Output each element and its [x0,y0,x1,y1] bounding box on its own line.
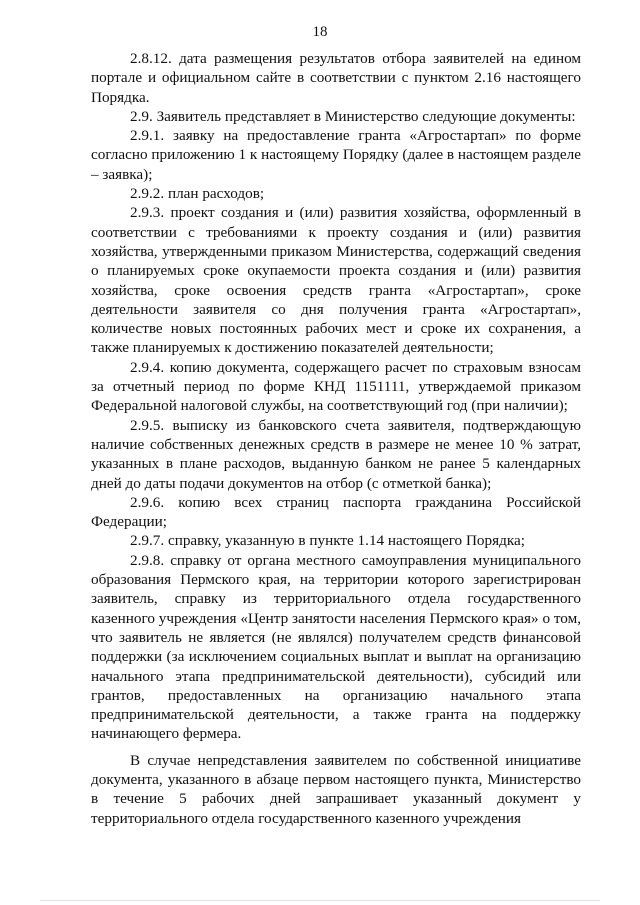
paragraph-2-9-8: 2.9.8. справку от органа местного самоуправления муниципального образования Пермского края, на территории которого зарегистрирован заявитель, справку из территориального отдела государственного казенного учреждения «Центр занятости населения Пермского края» о том, что заявитель не является (не являлся) получателем средств финансовой поддержки (за исключением социальных выплат и выплат на организацию начального этапа предпринимательской деятельности), субсидий или грантов, предоставленных на организацию начального этапа предпринимательской деятельности, а также гранта на поддержку начинающего фермера. [91,551,581,743]
page-number: 18 [312,24,328,40]
paragraph-2-9-4: 2.9.4. копию документа, содержащего расчет по страховым взносам за отчетный период по форме КНД 1151111, утверждаемой приказом Федеральной налоговой службы, на соответствующий год (при наличии); [91,358,581,415]
paragraph-2-9-7: 2.9.7. справку, указанную в пункте 1.14 настоящего Порядка; [130,532,525,550]
paragraph-2-9-6: 2.9.6. копию всех страниц паспорта гражданина Российской Федерации; [91,493,581,531]
paragraph-2-9: 2.9. Заявитель представляет в Министерство следующие документы: [130,107,576,125]
paragraph-2-9-3: 2.9.3. проект создания и (или) развития хозяйства, оформленный в соответствии с требованиями к проекту создания и (или) развития хозяйства, утвержденными приказом Министерства, содержащий сведения о планируемых сроке окупаемости проекта создания и (или) развития хозяйства, сроке освоения средств гранта «Агростартап», сроке деятельности заявителя со дня получения гранта «Агростартап», количестве новых постоянных рабочих мест и сроке их сохранения, а также планируемых к достижению показателей деятельности; [91,204,581,357]
paragraph-2-8-12: 2.8.12. дата размещения результатов отбора заявителей на едином портале и официальном сайте в соответствии с пунктом 2.16 настоящего Порядка. [91,50,581,106]
document-body [91,49,581,828]
paragraph-2-9-1: 2.9.1. заявку на предоставление гранта «Агростартап» по форме согласно приложению 1 к настоящему Порядку (далее в настоящем разделе – заявка); [91,127,581,183]
page-bottom-edge [40,900,600,901]
paragraph-non-submission: В случае непредставления заявителем по собственной инициативе документа, указанного в абзаце первом настоящего пункта, Министерство в течение 5 рабочих дней запрашивает указанный документ у территориального отдела государственного казенного учреждения [91,751,581,827]
paragraph-2-9-2: 2.9.2. план расходов; [130,185,265,203]
paragraph-2-9-5: 2.9.5. выписку из банковского счета заявителя, подтверждающую наличие собственных денежных средств в размере не менее 10 % затрат, указанных в плане расходов, выданную банком не ранее 5 календарных дней до даты подачи документов на отбор (с отметкой банка); [91,416,581,492]
